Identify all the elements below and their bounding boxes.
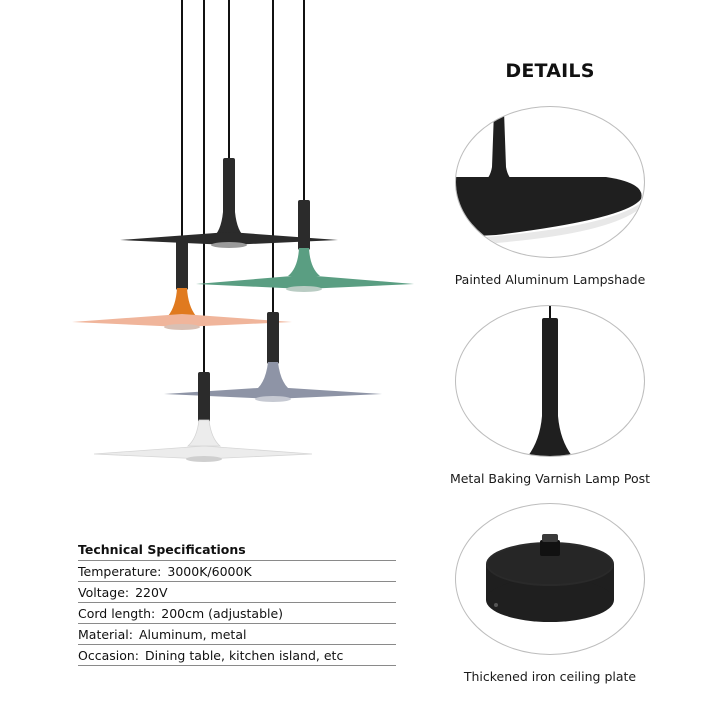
- spec-key: Voltage:: [78, 585, 130, 600]
- spec-value: Dining table, kitchen island, etc: [145, 648, 344, 663]
- pendant-lamps-illustration: [0, 0, 440, 500]
- spec-row-temperature: [78, 561, 396, 582]
- spec-value: Aluminum, metal: [139, 627, 247, 642]
- details-heading: DETAILS: [505, 60, 595, 82]
- detail-ceiling-plate: [455, 503, 645, 684]
- pendant-lamps-image: [0, 0, 440, 500]
- technical-specifications: [78, 542, 396, 666]
- ceiling-plate-icon: [455, 503, 645, 655]
- ceiling-plate-caption: Thickened iron ceiling plate: [463, 669, 637, 684]
- spec-value: 3000K/6000K: [167, 564, 252, 579]
- specs-title: Technical Specifications: [78, 542, 396, 561]
- lampshade-closeup-icon: [455, 106, 645, 258]
- spec-row-voltage: [78, 582, 396, 603]
- spec-row-occasion: [78, 645, 396, 666]
- spec-row-material: [78, 624, 396, 645]
- lampshade-caption: Painted Aluminum Lampshade: [454, 272, 646, 287]
- spec-key: Temperature:: [78, 564, 162, 579]
- detail-lampshade: [455, 106, 645, 287]
- lamp-post-closeup-icon: [455, 305, 645, 457]
- spec-row-cord-length: [78, 603, 396, 624]
- spec-key: Occasion:: [78, 648, 140, 663]
- spec-key: Cord length:: [78, 606, 156, 621]
- spec-key: Material:: [78, 627, 133, 642]
- detail-lamp-post: [449, 305, 651, 486]
- spec-value: 200cm (adjustable): [161, 606, 284, 621]
- lamp-post-caption: Metal Baking Varnish Lamp Post: [449, 471, 651, 486]
- spec-value: 220V: [135, 585, 168, 600]
